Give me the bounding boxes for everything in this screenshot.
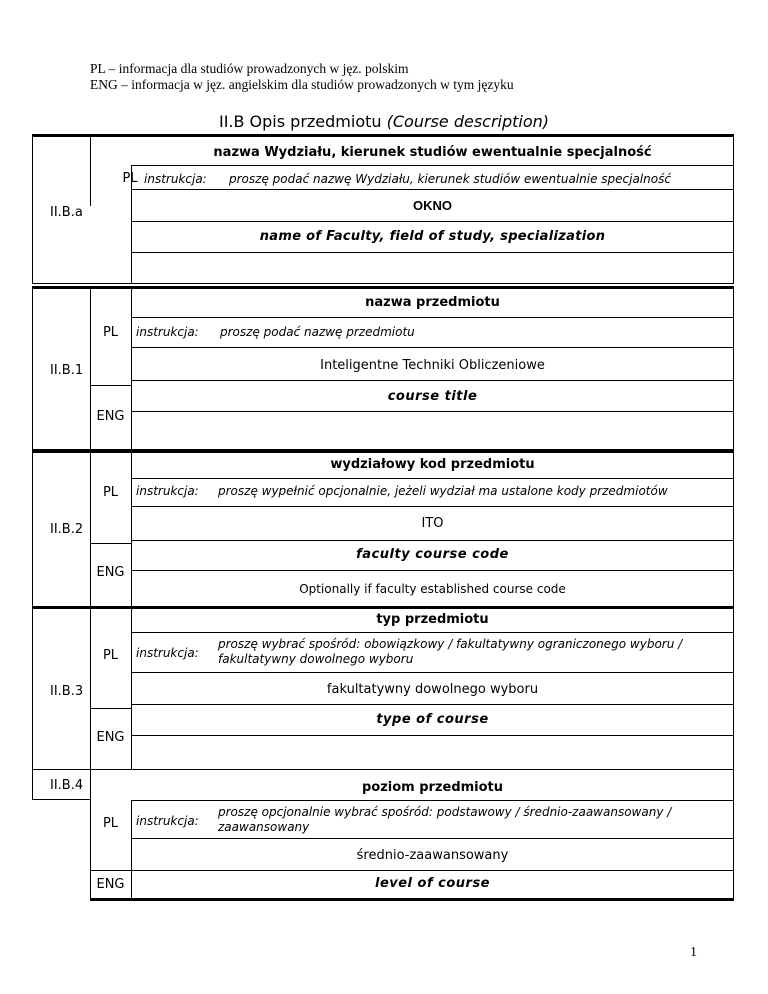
- eng-heading: course title: [387, 389, 478, 404]
- header-line-eng: ENG – informacja w jęz. angielskim dla studiów prowadzonych w tym języku: [90, 77, 514, 92]
- lang-label-eng: ENG: [96, 730, 125, 745]
- lang-label-eng: ENG: [96, 409, 125, 424]
- instruction-label: instrukcja:: [136, 814, 199, 828]
- pl-heading: typ przedmiotu: [376, 612, 489, 627]
- section-code: II.B.4: [50, 778, 84, 793]
- instruction-text-line2: zaawansowany: [218, 820, 310, 834]
- pl-heading: wydziałowy kod przedmiotu: [330, 457, 535, 472]
- instruction-text-line1: proszę opcjonalnie wybrać spośród: podstawowy / średnio-zaawansowany /: [218, 805, 672, 819]
- pl-heading: poziom przedmiotu: [361, 780, 504, 795]
- instruction-label: instrukcja:: [136, 646, 199, 660]
- pl-heading: nazwa Wydziału, kierunek studiów ewentualnie specjalność: [213, 145, 652, 160]
- lang-label-pl: PL: [122, 171, 138, 186]
- lang-label-eng: ENG: [96, 565, 125, 580]
- section-code: II.B.2: [50, 522, 84, 537]
- section-ii-b-1: [32, 286, 734, 450]
- instruction-text: proszę wypełnić opcjonalnie, jeżeli wydział ma ustalone kody przedmiotów: [218, 484, 668, 498]
- lang-label-pl: PL: [102, 816, 119, 831]
- section-code: II.B.1: [50, 363, 84, 378]
- eng-value: Optionally if faculty established course code: [299, 582, 566, 596]
- instruction-text-line2: fakultatywny dowolnego wyboru: [218, 652, 414, 666]
- pl-value: Inteligentne Techniki Obliczeniowe: [320, 358, 545, 373]
- section-code: II.B.a: [50, 205, 83, 220]
- section-ii-b-2: [32, 450, 734, 608]
- pl-value: OKNO: [413, 198, 452, 213]
- lang-label-eng: ENG: [96, 877, 125, 892]
- section-ii-b-3: [32, 608, 734, 770]
- page-number: 1: [690, 945, 697, 960]
- lang-label-pl: PL: [102, 485, 119, 500]
- instruction-label: instrukcja:: [144, 172, 207, 186]
- eng-heading: type of course: [376, 712, 489, 727]
- pl-value: średnio-zaawansowany: [356, 848, 509, 863]
- section-code: II.B.3: [50, 684, 84, 699]
- instruction-label: instrukcja:: [136, 484, 199, 498]
- header-line-pl: PL – informacja dla studiów prowadzonych w jęz. polskim: [90, 61, 409, 76]
- instruction-text-line1: proszę wybrać spośród: obowiązkowy / fakultatywny ograniczonego wyboru /: [218, 637, 683, 651]
- instruction-text: proszę podać nazwę Wydziału, kierunek studiów ewentualnie specjalność: [229, 172, 671, 186]
- pl-value: fakultatywny dowolnego wyboru: [326, 682, 539, 697]
- pl-heading: nazwa przedmiotu: [365, 295, 500, 310]
- title-main: II.B Opis przedmiotu: [218, 112, 387, 131]
- instruction-label: instrukcja:: [136, 325, 199, 339]
- instruction-text: proszę podać nazwę przedmiotu: [220, 325, 415, 339]
- section-ii-b-a: [32, 134, 734, 284]
- eng-heading: name of Faculty, field of study, specialization: [259, 229, 606, 244]
- title-sub: (Course description): [386, 112, 550, 131]
- pl-value: ITO: [421, 516, 444, 531]
- lang-label-pl: PL: [102, 648, 119, 663]
- eng-heading: level of course: [374, 876, 491, 891]
- lang-label-pl: PL: [102, 325, 119, 340]
- section-ii-b-4: [32, 770, 734, 902]
- page-title: [0, 112, 768, 131]
- eng-heading: faculty course code: [356, 547, 509, 562]
